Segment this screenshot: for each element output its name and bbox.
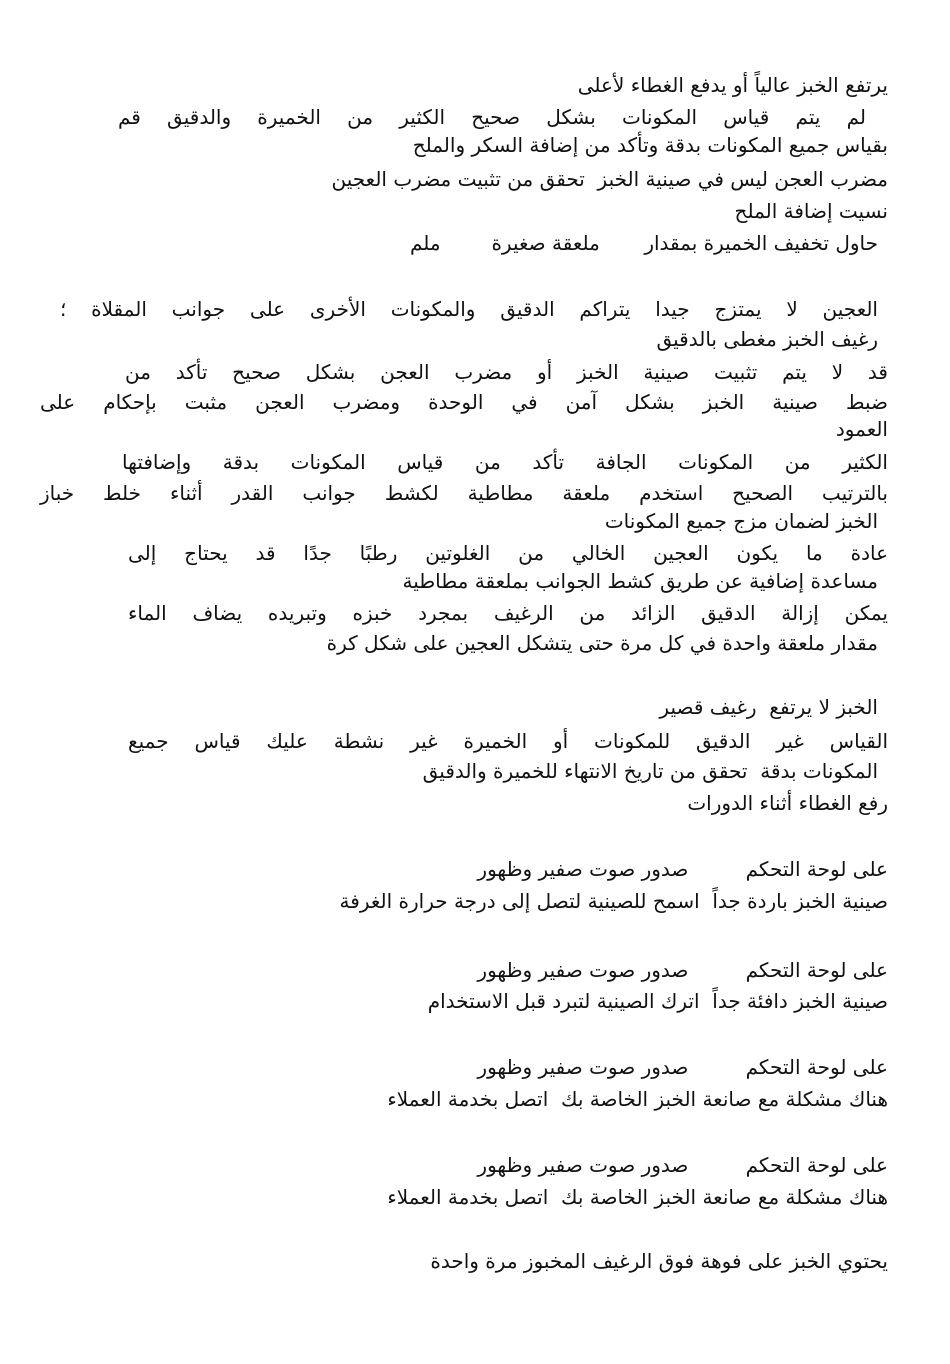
section-8-line-1: يحتوي الخبز على فوهة فوق الرغيف المخبوز مرة واحدة: [430, 1249, 888, 1273]
section-4-line-2: صينية الخبز باردة جداً اسمح للصينية لتصل إلى درجة حرارة الغرفة: [339, 889, 888, 913]
section-2-line-6: الكثير من المكونات الجافة تأكد من قياس المكونات بدقة وإضافتها: [122, 450, 888, 474]
section-1-line-1: يرتفع الخبز عالياً أو يدفع الغطاء لأعلى: [577, 73, 888, 97]
section-1-line-4: مضرب العجن ليس في صينية الخبز تحقق من تثبيت مضرب العجين: [331, 167, 888, 191]
section-2-line-5: العمود: [835, 417, 888, 441]
section-1-line-3: بقياس جميع المكونات بدقة وتأكد من إضافة السكر والملح: [412, 133, 888, 157]
section-5-line-1: على لوحة التحكم صدور صوت صفير وظهور: [477, 958, 888, 982]
section-3-line-1: الخبز لا يرتفع رغيف قصير: [659, 695, 878, 719]
section-2-line-7: بالترتيب الصحيح استخدم ملعقة مطاطية لكشط جوانب القدر أثناء خلط خباز: [40, 481, 888, 505]
section-2-line-2: رغيف الخبز مغطى بالدقيق: [656, 327, 878, 351]
section-7-line-2: هناك مشكلة مع صانعة الخبز الخاصة بك اتصل بخدمة العملاء: [387, 1185, 888, 1209]
section-1-line-5: نسيت إضافة الملح: [734, 199, 888, 223]
section-6-line-2: هناك مشكلة مع صانعة الخبز الخاصة بك اتصل بخدمة العملاء: [387, 1087, 888, 1111]
section-2-line-12: مقدار ملعقة واحدة في كل مرة حتى يتشكل العجين على شكل كرة: [326, 631, 878, 655]
section-6-line-1: على لوحة التحكم صدور صوت صفير وظهور: [477, 1055, 888, 1079]
section-4-line-1: على لوحة التحكم صدور صوت صفير وظهور: [477, 857, 888, 881]
section-2-line-9: عادة ما يكون العجين الخالي من الغلوتين رطبًا جدًا قد يحتاج إلى: [128, 541, 888, 565]
section-7-line-1: على لوحة التحكم صدور صوت صفير وظهور: [477, 1153, 888, 1177]
section-2-line-10: مساعدة إضافية عن طريق كشط الجوانب بملعقة مطاطية: [402, 569, 878, 593]
section-3-line-4: رفع الغطاء أثناء الدورات: [687, 791, 888, 815]
section-2-line-1: العجين لا يمتزج جيدا يتراكم الدقيق والمكونات الأخرى على جوانب المقلاة ؛: [60, 297, 878, 321]
section-3-line-2: القياس غير الدقيق للمكونات أو الخميرة غير نشطة عليك قياس جميع: [128, 729, 888, 753]
section-1-line-2: لم يتم قياس المكونات بشكل صحيح الكثير من الخميرة والدقيق قم: [118, 105, 866, 129]
section-3-line-3: المكونات بدقة تحقق من تاريخ الانتهاء للخميرة والدقيق: [422, 759, 878, 783]
section-2-line-4: ضبط صينية الخبز بشكل آمن في الوحدة ومضرب العجن مثبت بإحكام على: [40, 390, 888, 414]
section-2-line-3: قد لا يتم تثبيت صينية الخبز أو مضرب العجن بشكل صحيح تأكد من: [125, 360, 888, 384]
section-2-line-11: يمكن إزالة الدقيق الزائد من الرغيف بمجرد خبزه وتبريده يضاف الماء: [128, 601, 888, 625]
section-2-line-8: الخبز لضمان مزج جميع المكونات: [604, 509, 878, 533]
section-1-line-6: حاول تخفيف الخميرة بمقدار ملعقة صغيرة ملم: [409, 231, 878, 255]
section-5-line-2: صينية الخبز دافئة جداً اترك الصينية لتبرد قبل الاستخدام: [427, 989, 888, 1013]
